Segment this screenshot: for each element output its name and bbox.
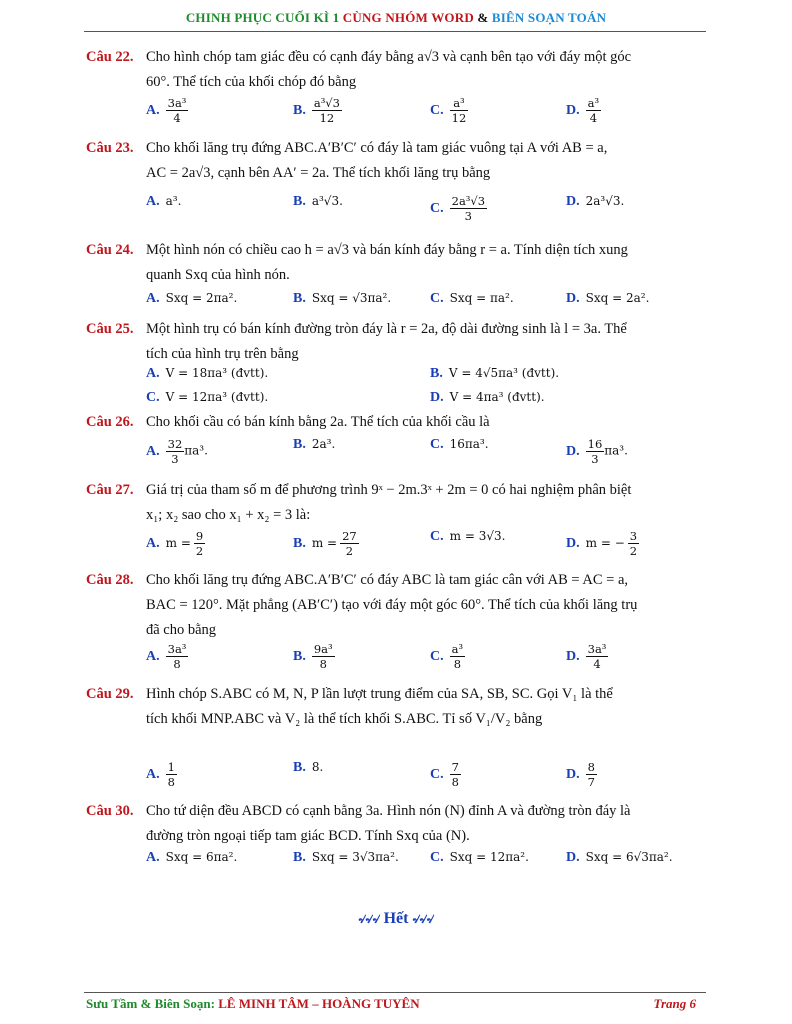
fraction-denominator: 12 [319,111,335,125]
answer-option[interactable] [566,642,608,671]
answer-option[interactable] [293,760,323,776]
question-line: Một hình nón có chiều cao h = a√3 và bán kính đáy bằng r = a. Tính diện tích xung [146,242,628,258]
answer-option[interactable] [146,642,188,671]
question-line: đã cho bằng [146,622,217,638]
question-label: Câu 28. [86,572,134,588]
fraction-numerator: 3a³ [167,96,187,110]
option-letter: C. [430,766,444,782]
question-line: đường tròn ngoại tiếp tam giác BCD. Tính Sxq của (N). [146,828,470,844]
answer-option[interactable] [566,437,628,466]
question-label: Câu 25. [86,321,134,337]
option-fraction [586,760,597,789]
fraction-numerator: 32 [167,437,183,451]
fraction-numerator: 8 [587,760,595,774]
answer-option[interactable] [146,194,181,210]
option-fraction [586,96,601,125]
option-text: Sxq = 12πa². [449,850,529,864]
fraction-numerator: a³ [450,96,469,111]
fraction-denominator: 2 [345,544,354,558]
option-letter: C. [146,390,160,405]
option-letter: C. [430,437,444,452]
option-letter: A. [146,291,160,306]
page-header [0,10,792,26]
answer-option[interactable] [430,642,465,671]
option-fraction [312,642,335,671]
fraction-numerator: a³ [451,642,464,656]
option-letter: D. [566,291,580,306]
question-line: Cho hình chóp tam giác đều có cạnh đáy bằng a√3 và cạnh bên tạo với đáy một góc [146,49,632,65]
fraction-numerator: 27 [342,529,357,543]
answer-option[interactable] [146,96,188,125]
question-text [146,48,706,92]
question-line: tích của hình trụ trên bằng [146,346,299,362]
header-part2: CÙNG NHÓM WORD [342,10,474,25]
option-letter: B. [293,102,306,118]
option-text: 16πa³. [449,437,489,451]
page-number: Trang 6 [653,996,696,1011]
fraction-numerator: 3a³ [587,642,607,656]
answer-option[interactable] [293,96,342,125]
answer-option[interactable] [293,850,399,866]
fraction-denominator: 3 [464,209,472,223]
option-letter: A. [146,366,160,381]
answer-option[interactable] [146,366,268,382]
option-letter: C. [430,529,444,544]
footer-credit-names: LÊ MINH TÂM – HOÀNG TUYÊN [218,996,420,1011]
answer-option[interactable] [430,437,489,453]
question-label: Câu 27. [86,482,134,498]
question-text [146,139,706,183]
question-line: quanh Sxq của hình nón. [146,267,290,283]
option-fraction [312,96,342,125]
fraction-denominator: 4 [593,657,601,671]
fraction-denominator: 8 [319,657,327,671]
answer-option[interactable] [146,529,205,558]
footer-credit-label: Sưu Tầm & Biên Soạn: [86,996,215,1011]
fraction-numerator: 7 [451,760,459,774]
question-line: Hình chóp S.ABC có M, N, P lần lượt trung điểm của SA, SB, SC. Gọi V₁ là thể [146,686,613,702]
question-line: AC = 2a√3, cạnh bên AA′ = 2a. Thể tích khối lăng trụ bằng [146,165,491,181]
answer-option[interactable] [430,760,461,789]
option-fraction [586,437,605,466]
answer-option[interactable] [566,850,673,866]
header-rule [84,31,706,32]
question-text [146,802,706,846]
question-text [146,241,706,285]
option-letter: B. [293,760,306,775]
option-letter: C. [430,648,444,664]
fraction-numerator: 1 [167,760,175,774]
option-letter: A. [146,443,160,459]
fraction-denominator: 4 [589,111,598,125]
end-deco-right: ৵৵৵ [412,911,434,926]
answer-option[interactable] [430,390,545,406]
fraction-denominator: 2 [195,544,204,558]
option-letter: B. [293,648,306,664]
question-label: Câu 23. [86,140,134,156]
option-letter: B. [293,291,306,306]
option-letter: D. [566,194,580,209]
option-fraction [194,529,205,558]
answer-option[interactable] [146,760,177,789]
question-line: Cho tứ diện đều ABCD có cạnh bằng 3a. Hình nón (N) đỉnh A và đường tròn đáy là [146,803,631,819]
option-letter: D. [430,390,444,405]
answer-option[interactable] [566,760,597,789]
option-fraction [166,437,185,466]
fraction-denominator: 8 [453,657,462,671]
option-text: a³√3. [311,194,343,208]
answer-option[interactable] [293,194,343,210]
option-text: Sxq = πa². [449,291,514,305]
option-letter: D. [566,648,580,664]
option-text: Sxq = 6πa². [165,850,238,864]
question-label: Câu 22. [86,49,134,65]
option-letter: C. [430,200,444,216]
answer-option[interactable] [293,642,335,671]
fraction-denominator: 8 [173,657,181,671]
question-line: tích khối MNP.ABC và V₂ là thể tích khối S.ABC. Tỉ số V₁/V₂ bằng [146,711,543,727]
answer-option[interactable] [430,850,529,866]
answer-option[interactable] [566,96,601,125]
option-prefix: m = − [585,535,625,550]
answer-option[interactable] [293,529,359,558]
option-letter: D. [566,102,580,118]
question-line: Cho khối lăng trụ đứng ABC.A′B′C′ có đáy là tam giác vuông tại A với AB = a, [146,140,608,156]
footer-rule [84,992,706,993]
option-fraction [628,529,639,558]
fraction-numerator: 9 [195,529,204,543]
option-letter: A. [146,535,160,551]
option-letter: A. [146,648,160,664]
option-letter: A. [146,766,160,782]
question-line: Cho khối cầu có bán kính bằng 2a. Thể tích của khối cầu là [146,414,490,430]
question-text [146,320,706,364]
option-letter: B. [293,850,306,865]
option-text: m = 3√3. [449,529,506,543]
option-text: Sxq = 3√3πa². [311,850,399,864]
option-fraction [586,642,609,671]
question-line: x₁; x₂ sao cho x₁ + x₂ = 3 là: [146,507,311,523]
option-letter: D. [566,850,580,865]
header-part3: BIÊN SOẠN TOÁN [491,10,607,25]
option-prefix: m = [311,535,338,550]
option-letter: B. [293,194,306,209]
question-label: Câu 30. [86,803,134,819]
answer-option[interactable] [566,529,639,558]
option-letter: A. [146,102,160,118]
answer-option[interactable] [430,366,559,382]
header-amp: & [477,10,489,25]
answer-option[interactable] [293,291,391,307]
option-text: a³. [165,194,182,208]
question-line: Cho khối lăng trụ đứng ABC.A′B′C′ có đáy ABC là tam giác cân với AB = AC = a, [146,572,629,588]
option-letter: D. [566,443,580,459]
question-text [146,481,706,525]
option-text: 2a³√3. [585,194,625,208]
option-fraction [450,760,461,789]
option-suffix: πa³. [184,443,208,458]
question-text [146,685,706,729]
answer-option[interactable] [293,437,335,453]
fraction-denominator: 8 [451,775,459,789]
answer-option[interactable] [430,291,514,307]
option-suffix: πa³. [604,443,628,458]
option-text: V = 4πa³ (đvtt). [449,390,545,404]
option-letter: B. [430,366,443,381]
question-line: BAC = 120°. Mặt phẳng (AB′C′) tạo với đáy một góc 60°. Thể tích của khối lăng trụ [146,597,638,613]
fraction-denominator: 2 [629,544,638,558]
option-prefix: m = [165,535,191,550]
fraction-denominator: 7 [587,775,595,789]
question-text [146,571,706,640]
option-fraction [166,642,189,671]
fraction-numerator: a³ [587,96,600,110]
option-fraction [166,96,189,125]
option-text: Sxq = 2a². [585,291,650,305]
answer-option[interactable] [430,529,505,545]
answer-option[interactable] [430,194,487,223]
answer-option[interactable] [566,291,649,307]
option-fraction [450,642,465,671]
question-label: Câu 26. [86,414,134,430]
answer-option[interactable] [146,291,237,307]
option-letter: C. [430,850,444,865]
answer-option[interactable] [146,850,237,866]
end-text: Hết [383,910,409,927]
option-text: Sxq = √3πa². [311,291,392,305]
end-marker [0,910,792,931]
option-text: 8. [311,760,324,774]
option-letter: D. [566,535,580,551]
fraction-numerator: 16 [587,437,603,451]
fraction-numerator: 3 [629,529,638,543]
answer-option[interactable] [430,96,468,125]
option-letter: A. [146,850,160,865]
fraction-denominator: 12 [451,111,467,125]
footer-credit [86,996,420,1012]
answer-option[interactable] [146,390,268,406]
question-line: 60°. Thể tích của khối chóp đó bằng [146,74,357,90]
option-text: Sxq = 2πa². [165,291,238,305]
option-letter: C. [430,102,444,118]
question-label: Câu 24. [86,242,134,258]
option-letter: B. [293,535,306,551]
answer-option[interactable] [146,437,208,466]
fraction-numerator: 9a³ [313,642,333,656]
option-text: Sxq = 6√3πa². [585,850,673,864]
option-fraction [340,529,359,558]
end-deco-left: ৵৵৵ [358,911,380,926]
option-text: 2a³. [311,437,336,451]
answer-option[interactable] [566,194,624,210]
option-letter: C. [430,291,444,306]
option-fraction [450,194,487,223]
option-text: V = 12πa³ (đvtt). [165,390,269,404]
fraction-denominator: 3 [591,452,599,466]
option-text: V = 18πa³ (đvtt). [165,366,269,380]
option-letter: D. [566,766,580,782]
option-fraction [166,760,177,789]
fraction-denominator: 8 [167,775,175,789]
header-part1: CHINH PHỤC CUỐI KÌ 1 [185,10,340,25]
fraction-numerator: 2a³√3 [451,194,486,208]
question-line: Một hình trụ có bán kính đường tròn đáy là r = 2a, độ dài đường sinh là l = 3a. Thể [146,321,627,337]
option-letter: A. [146,194,160,209]
question-label: Câu 29. [86,686,134,702]
option-letter: B. [293,437,306,452]
fraction-numerator: a³√3 [313,96,340,110]
question-text [146,413,706,432]
fraction-numerator: 3a³ [167,642,187,656]
option-text: V = 4√5πa³ (đvtt). [448,366,560,380]
question-line: Giá trị của tham số m để phương trình 9ˣ − 2m.3ˣ + 2m = 0 có hai nghiệm phân biệt [146,482,632,498]
fraction-denominator: 3 [171,452,179,466]
fraction-denominator: 4 [173,111,181,125]
option-fraction [450,96,469,125]
